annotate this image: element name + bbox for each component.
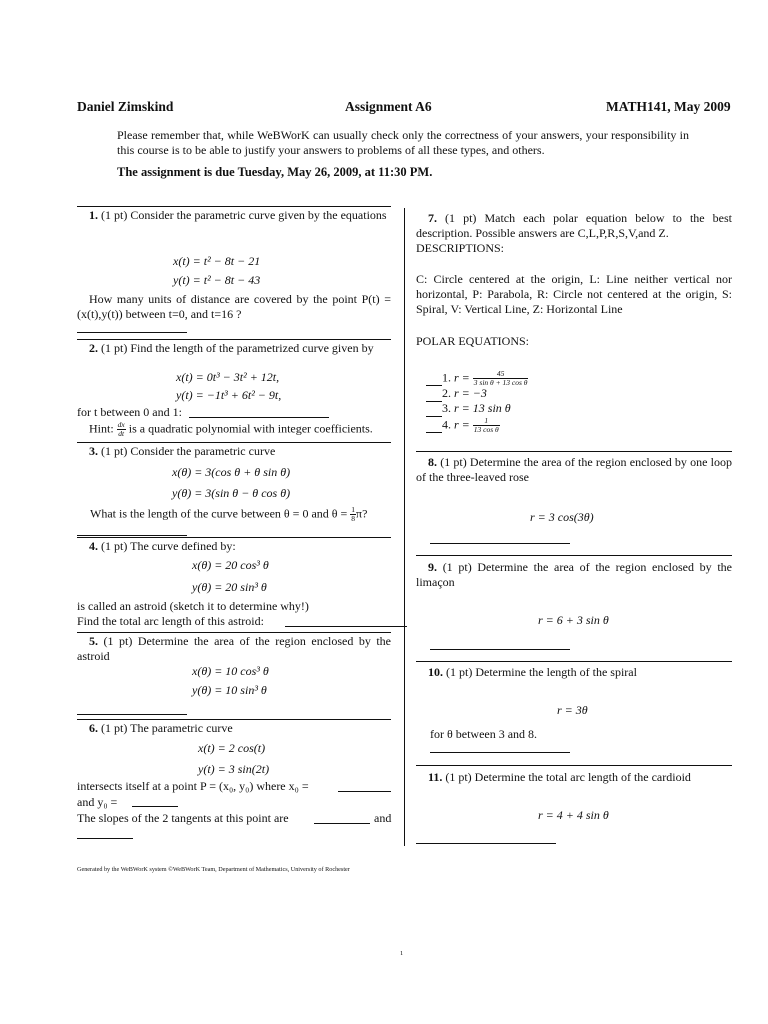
answer-blank-6b[interactable]	[132, 806, 178, 807]
column-divider	[404, 208, 405, 846]
rule	[77, 537, 391, 538]
student-name: Daniel Zimskind	[77, 99, 174, 114]
rule	[416, 661, 732, 662]
problem-1-question: How many units of distance are covered by the point P(t) = (x(t),y(t)) between t=0, and t=16 ?	[77, 292, 391, 321]
problem-7-descriptions: C: Circle centered at the origin, L: Line neither vertical nor horizontal, P: Parabola, R: Circle not centered at the origin, S: Spiral, V: Vertical Line, Z: Horizontal Line	[416, 272, 732, 316]
problem-1-eq-y: y(t) = t² − 8t − 43	[173, 273, 261, 287]
problem-3-eq-y: y(θ) = 3(sin θ − θ cos θ)	[172, 486, 291, 500]
answer-blank-8[interactable]	[430, 543, 570, 544]
polar-item-1: 1. r = $\frac{45}{\text{3 sin θ + 13 cos θ}}$	[426, 370, 528, 387]
problem-6-and: and	[374, 811, 392, 825]
page-number: 1	[400, 950, 404, 957]
rule	[77, 632, 391, 633]
problem-2-hint: Hint: $\frac{dx}{dt}$ is a quadratic polynomial with integer coefficients.	[89, 420, 373, 438]
answer-blank-6d[interactable]	[77, 838, 133, 839]
rule	[416, 555, 732, 556]
problem-11-eq: r = 4 + 4 sin θ	[538, 808, 609, 822]
problem-9-eq: r = 6 + 3 sin θ	[538, 613, 609, 627]
answer-blank-1[interactable]	[77, 332, 187, 333]
problem-2-eq-x: x(t) = 0t³ − 3t² + 12t,	[176, 370, 280, 384]
problem-4-line1: is called an astroid (sketch it to determine why!)	[77, 599, 309, 613]
answer-blank-2[interactable]	[189, 417, 329, 418]
answer-blank-11[interactable]	[416, 843, 556, 844]
problem-3-eq-x: x(θ) = 3(cos θ + θ sin θ)	[172, 465, 291, 479]
answer-blank-6a[interactable]	[338, 791, 391, 792]
problem-6-line3: The slopes of the 2 tangents at this point are	[77, 811, 289, 825]
problem-5-intro: 5. (1 pt) Determine the area of the region enclosed by the astroid	[77, 634, 392, 663]
polar-item-4: 4. r = $\frac{1}{\text{13 cos θ}}$	[426, 417, 500, 434]
problem-10-eq: r = 3θ	[557, 703, 588, 717]
answer-blank-7-2[interactable]	[426, 386, 442, 402]
course-name: MATH141, May 2009	[606, 99, 731, 114]
answer-blank-9[interactable]	[430, 649, 570, 650]
problem-4-line2: Find the total arc length of this astroid:	[77, 614, 264, 628]
answer-blank-5[interactable]	[77, 714, 187, 715]
problem-6-line1: intersects itself at a point P = (x₀, y₀) where x₀ =	[77, 779, 309, 793]
problem-7-desc-head: DESCRIPTIONS:	[416, 241, 505, 255]
problem-1-eq-x: x(t) = t² − 8t − 21	[173, 254, 261, 268]
answer-blank-7-1[interactable]	[426, 370, 442, 386]
answer-blank-10[interactable]	[430, 752, 570, 753]
problem-2-eq-y: y(t) = −1t³ + 6t² − 9t,	[176, 388, 282, 402]
problem-4-eq-y: y(θ) = 20 sin³ θ	[192, 580, 267, 594]
problem-3-intro: 3. (1 pt) Consider the parametric curve	[89, 444, 276, 458]
answer-blank-7-4[interactable]	[426, 417, 442, 433]
rule	[416, 765, 732, 766]
problem-7-polar-head: POLAR EQUATIONS:	[416, 334, 530, 348]
rule	[77, 719, 391, 720]
problem-2-question: for t between 0 and 1:	[77, 405, 182, 419]
problem-10-after: for θ between 3 and 8.	[430, 727, 538, 741]
problem-6-line2: and y₀ =	[77, 795, 118, 809]
problem-6-eq-y: y(t) = 3 sin(2t)	[198, 762, 270, 776]
rule	[77, 206, 391, 207]
answer-blank-6c[interactable]	[314, 823, 370, 824]
problem-2-intro: 2. (1 pt) Find the length of the parametrized curve given by	[89, 341, 374, 355]
problem-5-eq-y: y(θ) = 10 sin³ θ	[192, 683, 267, 697]
rule	[77, 442, 391, 443]
problem-8-intro: 8. (1 pt) Determine the area of the region enclosed by one loop of the three-leaved rose	[416, 455, 732, 484]
problem-4-intro: 4. (1 pt) The curve defined by:	[89, 539, 236, 553]
intro-text: Please remember that, while WeBWorK can usually check only the correctness of your answers, your responsibility in this course is to be able to justify your answers to problems of all these types, and others.	[117, 128, 689, 157]
problem-5-eq-x: x(θ) = 10 cos³ θ	[192, 664, 269, 678]
polar-item-2: 2. r = −3	[426, 386, 487, 402]
problem-10-intro: 10. (1 pt) Determine the length of the spiral	[428, 665, 637, 679]
problem-9-intro: 9. (1 pt) Determine the area of the region enclosed by the limaçon	[416, 560, 733, 589]
answer-blank-4[interactable]	[285, 626, 407, 627]
problem-8-eq: r = 3 cos(3θ)	[530, 510, 594, 524]
problem-6-intro: 6. (1 pt) The parametric curve	[89, 721, 233, 735]
due-date: The assignment is due Tuesday, May 26, 2009, at 11:30 PM.	[117, 165, 433, 179]
rule	[77, 339, 391, 340]
answer-blank-7-3[interactable]	[426, 401, 442, 417]
problem-11-intro: 11. (1 pt) Determine the total arc length of the cardioid	[428, 770, 691, 784]
problem-1-intro: 1. (1 pt) Consider the parametric curve given by the equations	[89, 208, 387, 222]
problem-7-intro: 7. (1 pt) Match each polar equation below to the best description. Possible answers are C,L,P,R,S,V,and Z.	[416, 211, 733, 240]
rule	[416, 451, 732, 452]
problem-6-eq-x: x(t) = 2 cos(t)	[198, 741, 266, 755]
footer-text: Generated by the WeBWorK system ©WeBWorK Team, Department of Mathematics, University of Rochester	[77, 866, 350, 873]
assignment-title: Assignment A6	[345, 99, 432, 114]
problem-4-eq-x: x(θ) = 20 cos³ θ	[192, 558, 269, 572]
polar-item-3: 3. r = 13 sin θ	[426, 401, 511, 417]
problem-3-question: What is the length of the curve between θ = 0 and θ = $\frac{1}{8}$ π?	[90, 505, 368, 523]
answer-blank-3[interactable]	[77, 535, 187, 536]
